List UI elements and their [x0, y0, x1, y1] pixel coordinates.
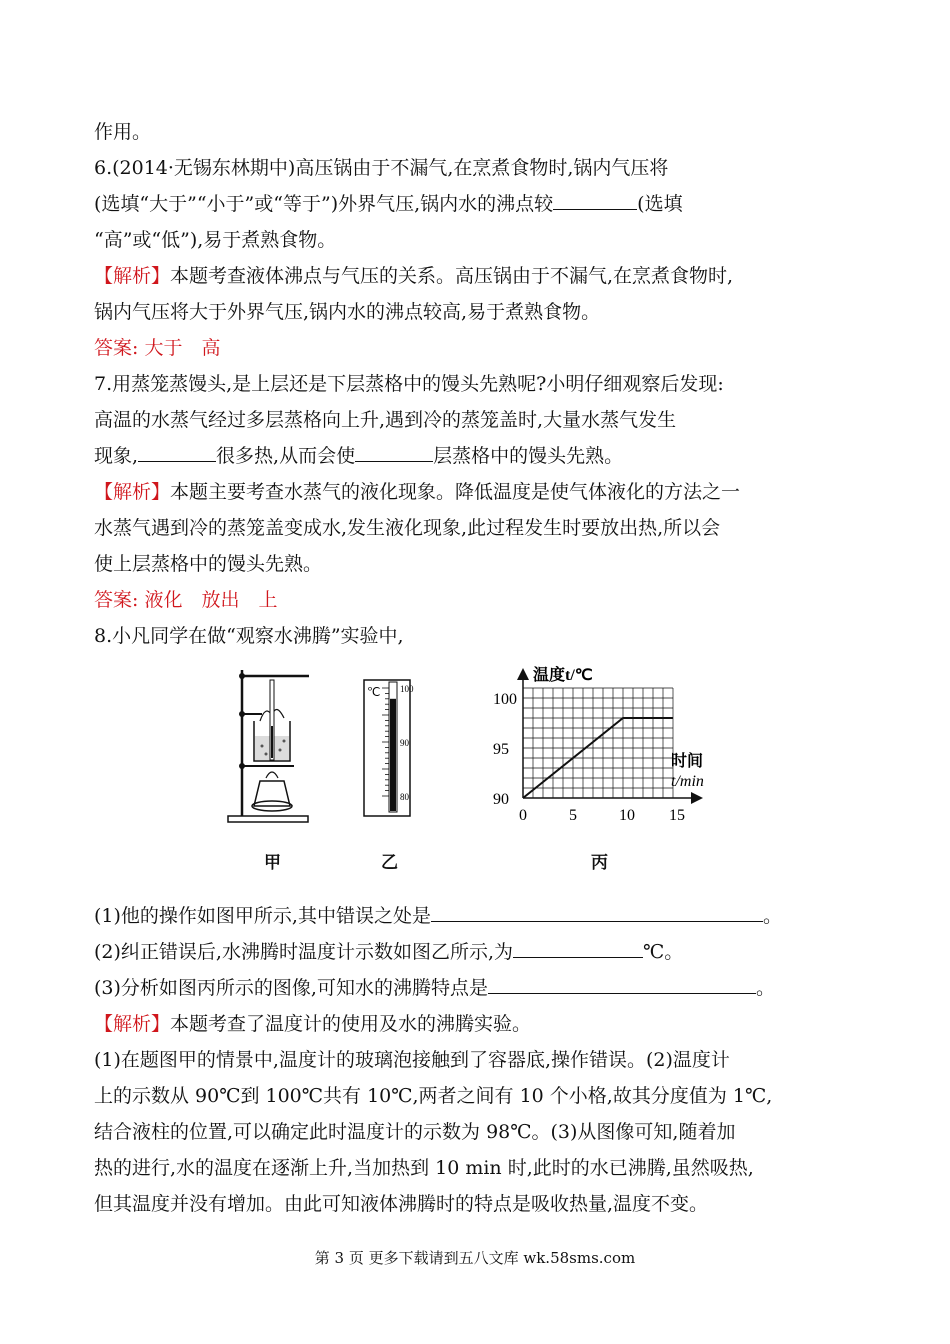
apparatus-figure	[214, 666, 324, 826]
chart-ylabel: 温度t/℃	[533, 667, 593, 684]
question-8-part-1: (1)他的操作如图甲所示,其中错误之处是 。	[94, 898, 874, 934]
thermometer-tick-label: 100	[400, 684, 414, 694]
analysis-tag: 【解析】	[94, 1013, 171, 1035]
analysis-7: 【解析】本题主要考查水蒸气的液化现象。降低温度是使气体液化的方法之一	[94, 481, 741, 503]
analysis-7-line: 水蒸气遇到冷的蒸笼盖变成水,发生液化现象,此过程发生时要放出热,所以会	[94, 517, 721, 539]
thermometer-tick-label: 90	[400, 738, 409, 748]
question-7-line: 7.用蒸笼蒸馒头,是上层还是下层蒸格中的馒头先熟呢?小明仔细观察后发现:	[94, 373, 724, 395]
question-8-part-2: (2)纠正错误后,水沸腾时温度计示数如图乙所示,为 ℃。	[94, 934, 874, 970]
text-line: 作用。	[94, 121, 152, 143]
analysis-8-line: (1)在题图甲的情景中,温度计的玻璃泡接触到了容器底,操作错误。(2)温度计	[94, 1049, 730, 1071]
thermometer-tick-label: 80	[400, 792, 409, 802]
analysis-6: 【解析】本题考查液体沸点与气压的关系。高压锅由于不漏气,在烹煮食物时,	[94, 265, 734, 287]
question-6-line: (选填“大于”“小于”或“等于”)外界气压,锅内水的沸点较 (选填	[94, 186, 874, 222]
thermometer-unit: ℃	[367, 685, 381, 699]
analysis-7-line: 使上层蒸格中的馒头先熟。	[94, 553, 323, 575]
answer-blank	[355, 441, 433, 462]
analysis-8-line: 热的进行,水的温度在逐渐上升,当加热到 10 min 时,此时的水已沸腾,虽然吸热,	[94, 1157, 754, 1179]
chart-xtick-label: 15	[669, 807, 685, 824]
answer-blank	[431, 901, 763, 922]
chart-xlabel-1: 时间	[671, 753, 704, 770]
figure-label-bing: 丙	[591, 853, 608, 873]
question-7-line: 现象, 很多热,从而会使 层蒸格中的馒头先熟。	[94, 438, 874, 474]
figures-row	[94, 662, 874, 888]
chart-xtick-label: 5	[569, 807, 577, 824]
chart-ytick-label: 95	[493, 741, 509, 758]
analysis-8-line: 上的示数从 90℃到 100℃共有 10℃,两者之间有 10 个小格,故其分度值为 1℃,	[94, 1085, 773, 1107]
question-7-line: 高温的水蒸气经过多层蒸格向上升,遇到冷的蒸笼盖时,大量水蒸气发生	[94, 409, 677, 431]
document-body	[94, 114, 874, 1222]
thermometer-liquid	[390, 699, 396, 811]
figure-label-jia: 甲	[264, 853, 281, 873]
chart-ytick-label: 90	[493, 791, 509, 808]
answer-blank	[138, 441, 216, 462]
chart-xtick-label: 0	[519, 807, 527, 824]
analysis-tag: 【解析】	[94, 481, 171, 503]
question-6-line: 6.(2014·无锡东林期中)高压锅由于不漏气,在烹煮食物时,锅内气压将	[94, 157, 669, 179]
answer-blank	[553, 189, 637, 210]
boiling-chart	[487, 662, 727, 842]
chart-ytick-label: 100	[493, 691, 517, 708]
answer-blank	[513, 937, 643, 958]
question-6-line: “高”或“低”),易于煮熟食物。	[94, 229, 337, 251]
thermometer-figure	[362, 676, 422, 826]
analysis-6-line: 锅内气压将大于外界气压,锅内水的沸点较高,易于煮熟食物。	[94, 301, 601, 323]
analysis-tag: 【解析】	[94, 265, 171, 287]
answer-blank	[488, 973, 756, 994]
figure-label-yi: 乙	[381, 853, 398, 873]
answer-7: 答案: 液化 放出 上	[94, 589, 278, 611]
analysis-8-line: 结合液柱的位置,可以确定此时温度计的示数为 98℃。(3)从图像可知,随着加	[94, 1121, 736, 1143]
analysis-8: 【解析】本题考查了温度计的使用及水的沸腾实验。	[94, 1013, 532, 1035]
question-8-line: 8.小凡同学在做“观察水沸腾”实验中,	[94, 625, 404, 647]
page-footer: 第 3 页 更多下载请到五八文库 wk.58sms.com	[314, 1249, 636, 1267]
analysis-8-line: 但其温度并没有增加。由此可知液体沸腾时的特点是吸收热量,温度不变。	[94, 1193, 709, 1215]
chart-xlabel-2: t/min	[671, 773, 704, 790]
chart-xtick-label: 10	[619, 807, 635, 824]
question-8-part-3: (3)分析如图丙所示的图像,可知水的沸腾特点是 。	[94, 970, 874, 1006]
answer-6: 答案: 大于 高	[94, 337, 221, 359]
